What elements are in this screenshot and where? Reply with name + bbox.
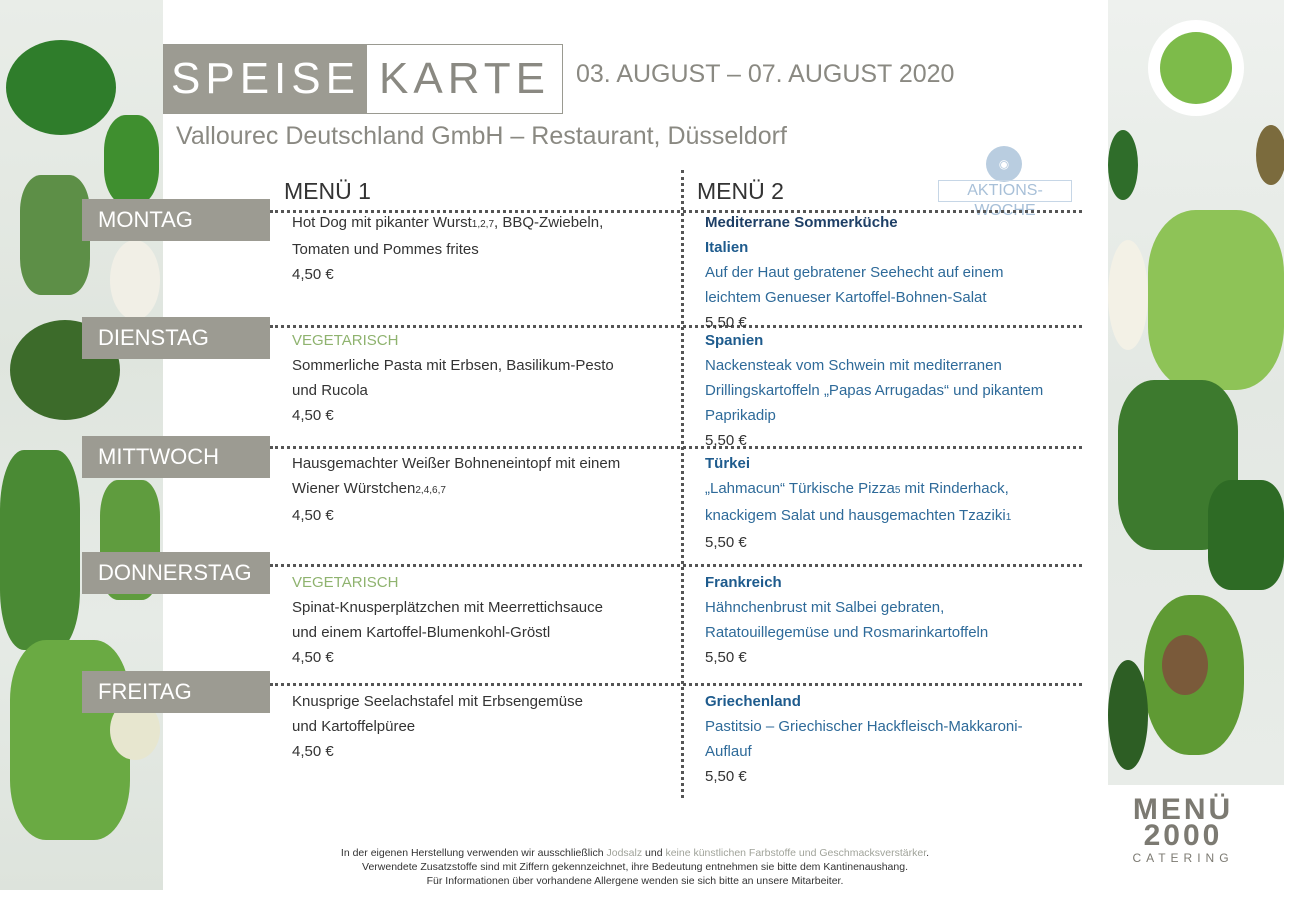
- dish-line: Pastitsio – Griechischer Hackfleisch-Makkaroni-: [705, 718, 1023, 735]
- menu1-montag: [292, 210, 603, 287]
- dish-line: „Lahmacun“ Türkische Pizza5 mit Rinderhack,: [705, 480, 1009, 497]
- column-divider: [681, 170, 684, 798]
- price: 4,50 €: [292, 407, 334, 424]
- theme-heading: Mediterrane Sommerküche: [705, 214, 898, 231]
- price: 4,50 €: [292, 743, 334, 760]
- aktions-woche-badge: [938, 146, 1072, 219]
- dish-line: Tomaten und Pommes frites: [292, 241, 479, 258]
- row-divider: [270, 564, 1082, 567]
- vegetables-image-right: [1108, 0, 1284, 785]
- dish-line: Hähnchenbrust mit Salbei gebraten,: [705, 599, 945, 616]
- footer-note: In der eigenen Herstellung verwenden wir ausschließlich Jodsalz und keine künstlichen Farbstoffe und Geschmacksverstärker. Verwendete Zusatzstoffe sind mit Ziffern gekennzeichnet, ihre Bedeutung entnehmen sie bitte dem Kantinenaushang. Für Informationen über vorhandene Allergene wenden sie sich bitte an unsere Mitarbeiter.: [340, 847, 930, 887]
- price: 5,50 €: [705, 649, 747, 666]
- menu2-montag: [705, 210, 1004, 335]
- price: 4,50 €: [292, 266, 334, 283]
- dish-line: Sommerliche Pasta mit Erbsen, Basilikum-Pesto: [292, 357, 614, 374]
- menu2000-logo: MENÜ 2000 CATERING: [1132, 793, 1234, 865]
- menu2-heading: MENÜ 2: [697, 178, 784, 204]
- dish-line: Drillingskartoffeln „Papas Arrugadas“ und pikantem: [705, 382, 1044, 399]
- dish-line: Ratatouillegemüse und Rosmarinkartoffeln: [705, 624, 989, 641]
- dish-line: knackigem Salat und hausgemachten Tzaziki1: [705, 507, 1012, 524]
- price: 5,50 €: [705, 314, 747, 331]
- price: 4,50 €: [292, 507, 334, 524]
- menu1-mittwoch: [292, 451, 620, 528]
- country-heading: Frankreich: [705, 574, 782, 591]
- day-label-mittwoch: MITTWOCH: [82, 436, 270, 478]
- dish-line: und einem Kartoffel-Blumenkohl-Gröstl: [292, 624, 551, 641]
- date-range: 03. AUGUST – 07. AUGUST 2020: [576, 60, 955, 88]
- menu2-freitag: [705, 689, 1023, 789]
- dish-line: Hot Dog mit pikanter Wurst1,2,7, BBQ-Zwiebeln,: [292, 214, 604, 231]
- dish-line: und Rucola: [292, 382, 368, 399]
- country-heading: Türkei: [705, 455, 751, 472]
- menu2-donnerstag: [705, 570, 988, 670]
- dish-line: Knusprige Seelachstafel mit Erbsengemüse: [292, 693, 583, 710]
- dish-line: Wiener Würstchen2,4,6,7: [292, 480, 446, 497]
- subtitle: Vallourec Deutschland GmbH – Restaurant, Düsseldorf: [176, 122, 787, 150]
- vegetarian-label: VEGETARISCH: [292, 574, 399, 591]
- menu1-freitag: [292, 689, 583, 764]
- menu1-dienstag: [292, 328, 614, 428]
- page-title: [163, 44, 563, 114]
- country-heading: Italien: [705, 239, 749, 256]
- dish-line: Hausgemachter Weißer Bohneneintopf mit einem: [292, 455, 621, 472]
- dish-line: Nackensteak vom Schwein mit mediterranen: [705, 357, 1002, 374]
- price: 4,50 €: [292, 649, 334, 666]
- dish-line: Auf der Haut gebratener Seehecht auf einem: [705, 264, 1004, 281]
- day-label-dienstag: DIENSTAG: [82, 317, 270, 359]
- dish-line: Paprikadip: [705, 407, 776, 424]
- dish-line: und Kartoffelpüree: [292, 718, 416, 735]
- menu2-mittwoch: [705, 451, 1011, 555]
- dish-line: leichtem Genueser Kartoffel-Bohnen-Salat: [705, 289, 987, 306]
- dish-line: Auflauf: [705, 743, 752, 760]
- title-left: SPEISE: [164, 45, 367, 113]
- menu1-donnerstag: [292, 570, 603, 670]
- day-label-donnerstag: DONNERSTAG: [82, 552, 270, 594]
- country-heading: Griechenland: [705, 693, 801, 710]
- vegetarian-label: VEGETARISCH: [292, 332, 399, 349]
- row-divider: [270, 683, 1082, 686]
- aktions-woche-label: AKTIONS-WOCHE: [938, 180, 1072, 202]
- day-label-freitag: FREITAG: [82, 671, 270, 713]
- cutlery-icon: ◉: [986, 146, 1022, 182]
- country-heading: Spanien: [705, 332, 764, 349]
- day-label-montag: MONTAG: [82, 199, 270, 241]
- price: 5,50 €: [705, 534, 747, 551]
- menu1-heading: MENÜ 1: [284, 178, 371, 204]
- dish-line: Spinat-Knusperplätzchen mit Meerrettichsauce: [292, 599, 603, 616]
- price: 5,50 €: [705, 768, 747, 785]
- price: 5,50 €: [705, 432, 747, 449]
- title-right: KARTE: [379, 54, 550, 103]
- menu2-dienstag: [705, 328, 1043, 453]
